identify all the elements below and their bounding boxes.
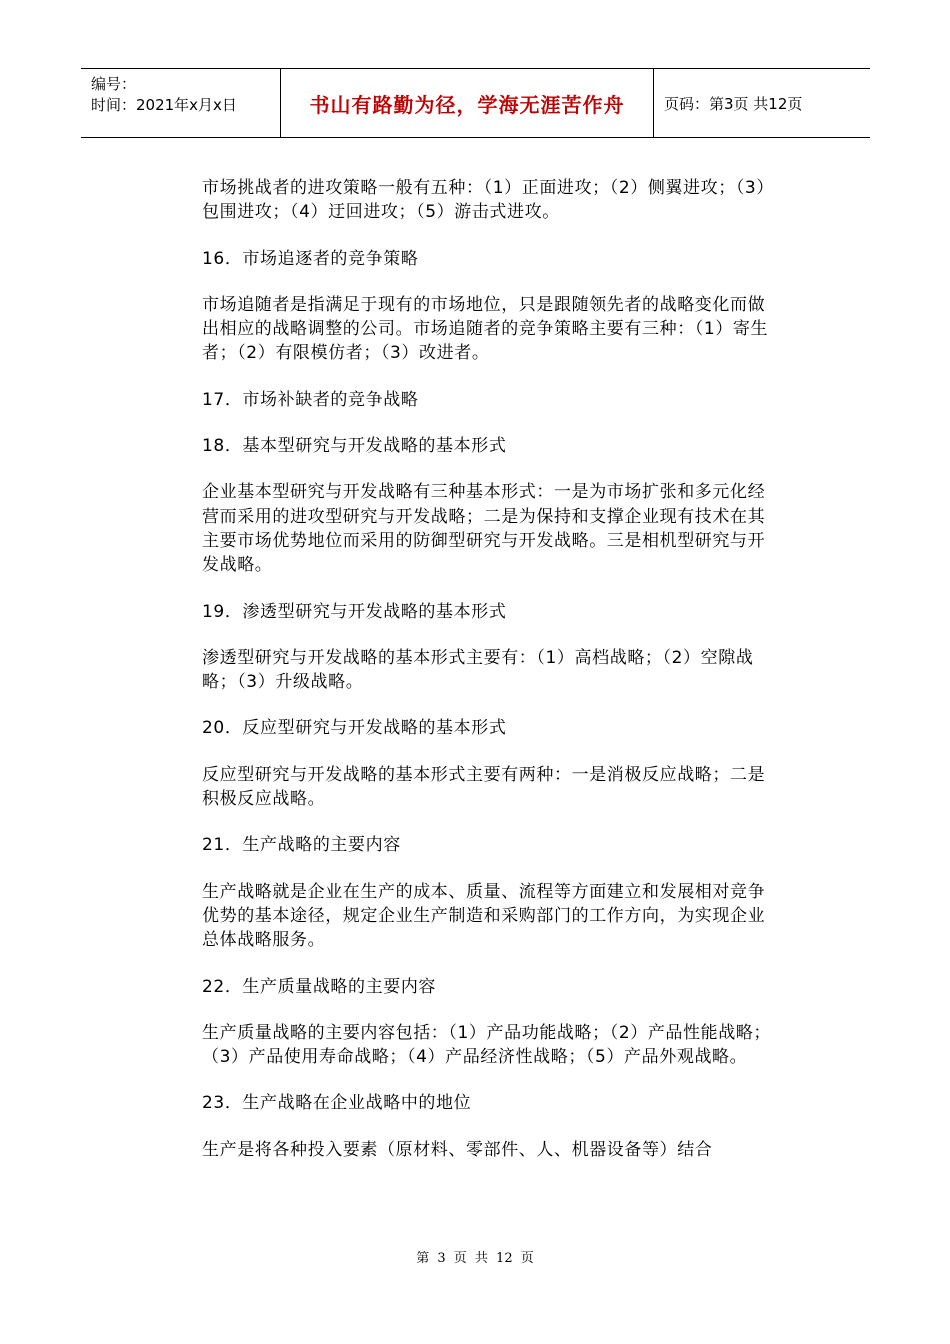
section-heading: 20．反应型研究与开发战略的基本形式	[202, 718, 507, 739]
paragraph: 渗透型研究与开发战略的基本形式主要有：（1）高档战略；（2）空隙战略；（3）升级战略。	[202, 647, 754, 693]
paragraph: 市场挑战者的进攻策略一般有五种：（1）正面进攻；（2）侧翼进攻；（3）包围进攻；（4）迂回进攻；（5）游击式进攻。	[202, 178, 766, 223]
page-footer	[0, 1247, 950, 1266]
page-header	[81, 68, 870, 138]
section-heading: 21．生产战略的主要内容	[202, 835, 401, 856]
paragraph: 反应型研究与开发战略的基本形式主要有两种：一是消极反应战略；二是积极反应战略。	[202, 764, 766, 810]
section-heading: 17．市场补缺者的竞争战略	[202, 389, 419, 410]
header-motto-cell	[281, 69, 654, 137]
section-heading: 22．生产质量战略的主要内容	[202, 976, 437, 997]
section-heading: 18．基本型研究与开发战略的基本形式	[202, 436, 507, 457]
time-label: 时间：2021年x月x日	[91, 96, 237, 114]
paragraph: 生产是将各种投入要素（原材料、零部件、人、机器设备等）结合	[202, 1139, 713, 1160]
paragraph: 企业基本型研究与开发战略有三种基本形式：一是为市场扩张和多元化经营而采用的进攻型研究与开发战略；二是为保持和支撑企业现有技术在其主要市场优势地位而采用的防御型研究与开发战略。三是相机型研究与开发战略。	[202, 482, 766, 576]
paragraph: 生产战略就是企业在生产的成本、质量、流程等方面建立和发展相对竞争优势的基本途径，规定企业生产制造和采购部门的工作方向，为实现企业总体战略服务。	[202, 881, 766, 951]
section-heading: 23．生产战略在企业战略中的地位	[202, 1093, 472, 1114]
footer-page-number: 第 3 页 共 12 页	[416, 1251, 534, 1266]
paragraph: 生产质量战略的主要内容包括：（1）产品功能战略；（2）产品性能战略；（3）产品使用寿命战略；（4）产品经济性战略；（5）产品外观战略。	[202, 1022, 772, 1068]
section-heading: 16．市场追逐者的竞争策略	[202, 248, 419, 269]
motto: 书山有路勤为径，学海无涯苦作舟	[309, 92, 625, 117]
page-info: 页码：第3页 共12页	[664, 94, 803, 113]
header-page-info-cell	[654, 69, 870, 137]
document-body	[202, 176, 772, 1184]
section-heading: 19．渗透型研究与开发战略的基本形式	[202, 601, 507, 622]
number-label: 编号：	[91, 75, 137, 93]
header-meta	[81, 69, 281, 137]
paragraph: 市场追随者是指满足于现有的市场地位，只是跟随领先者的战略变化而做出相应的战略调整的公司。市场追随者的竞争策略主要有三种：（1）寄生者；（2）有限模仿者；（3）改进者。	[202, 294, 769, 364]
